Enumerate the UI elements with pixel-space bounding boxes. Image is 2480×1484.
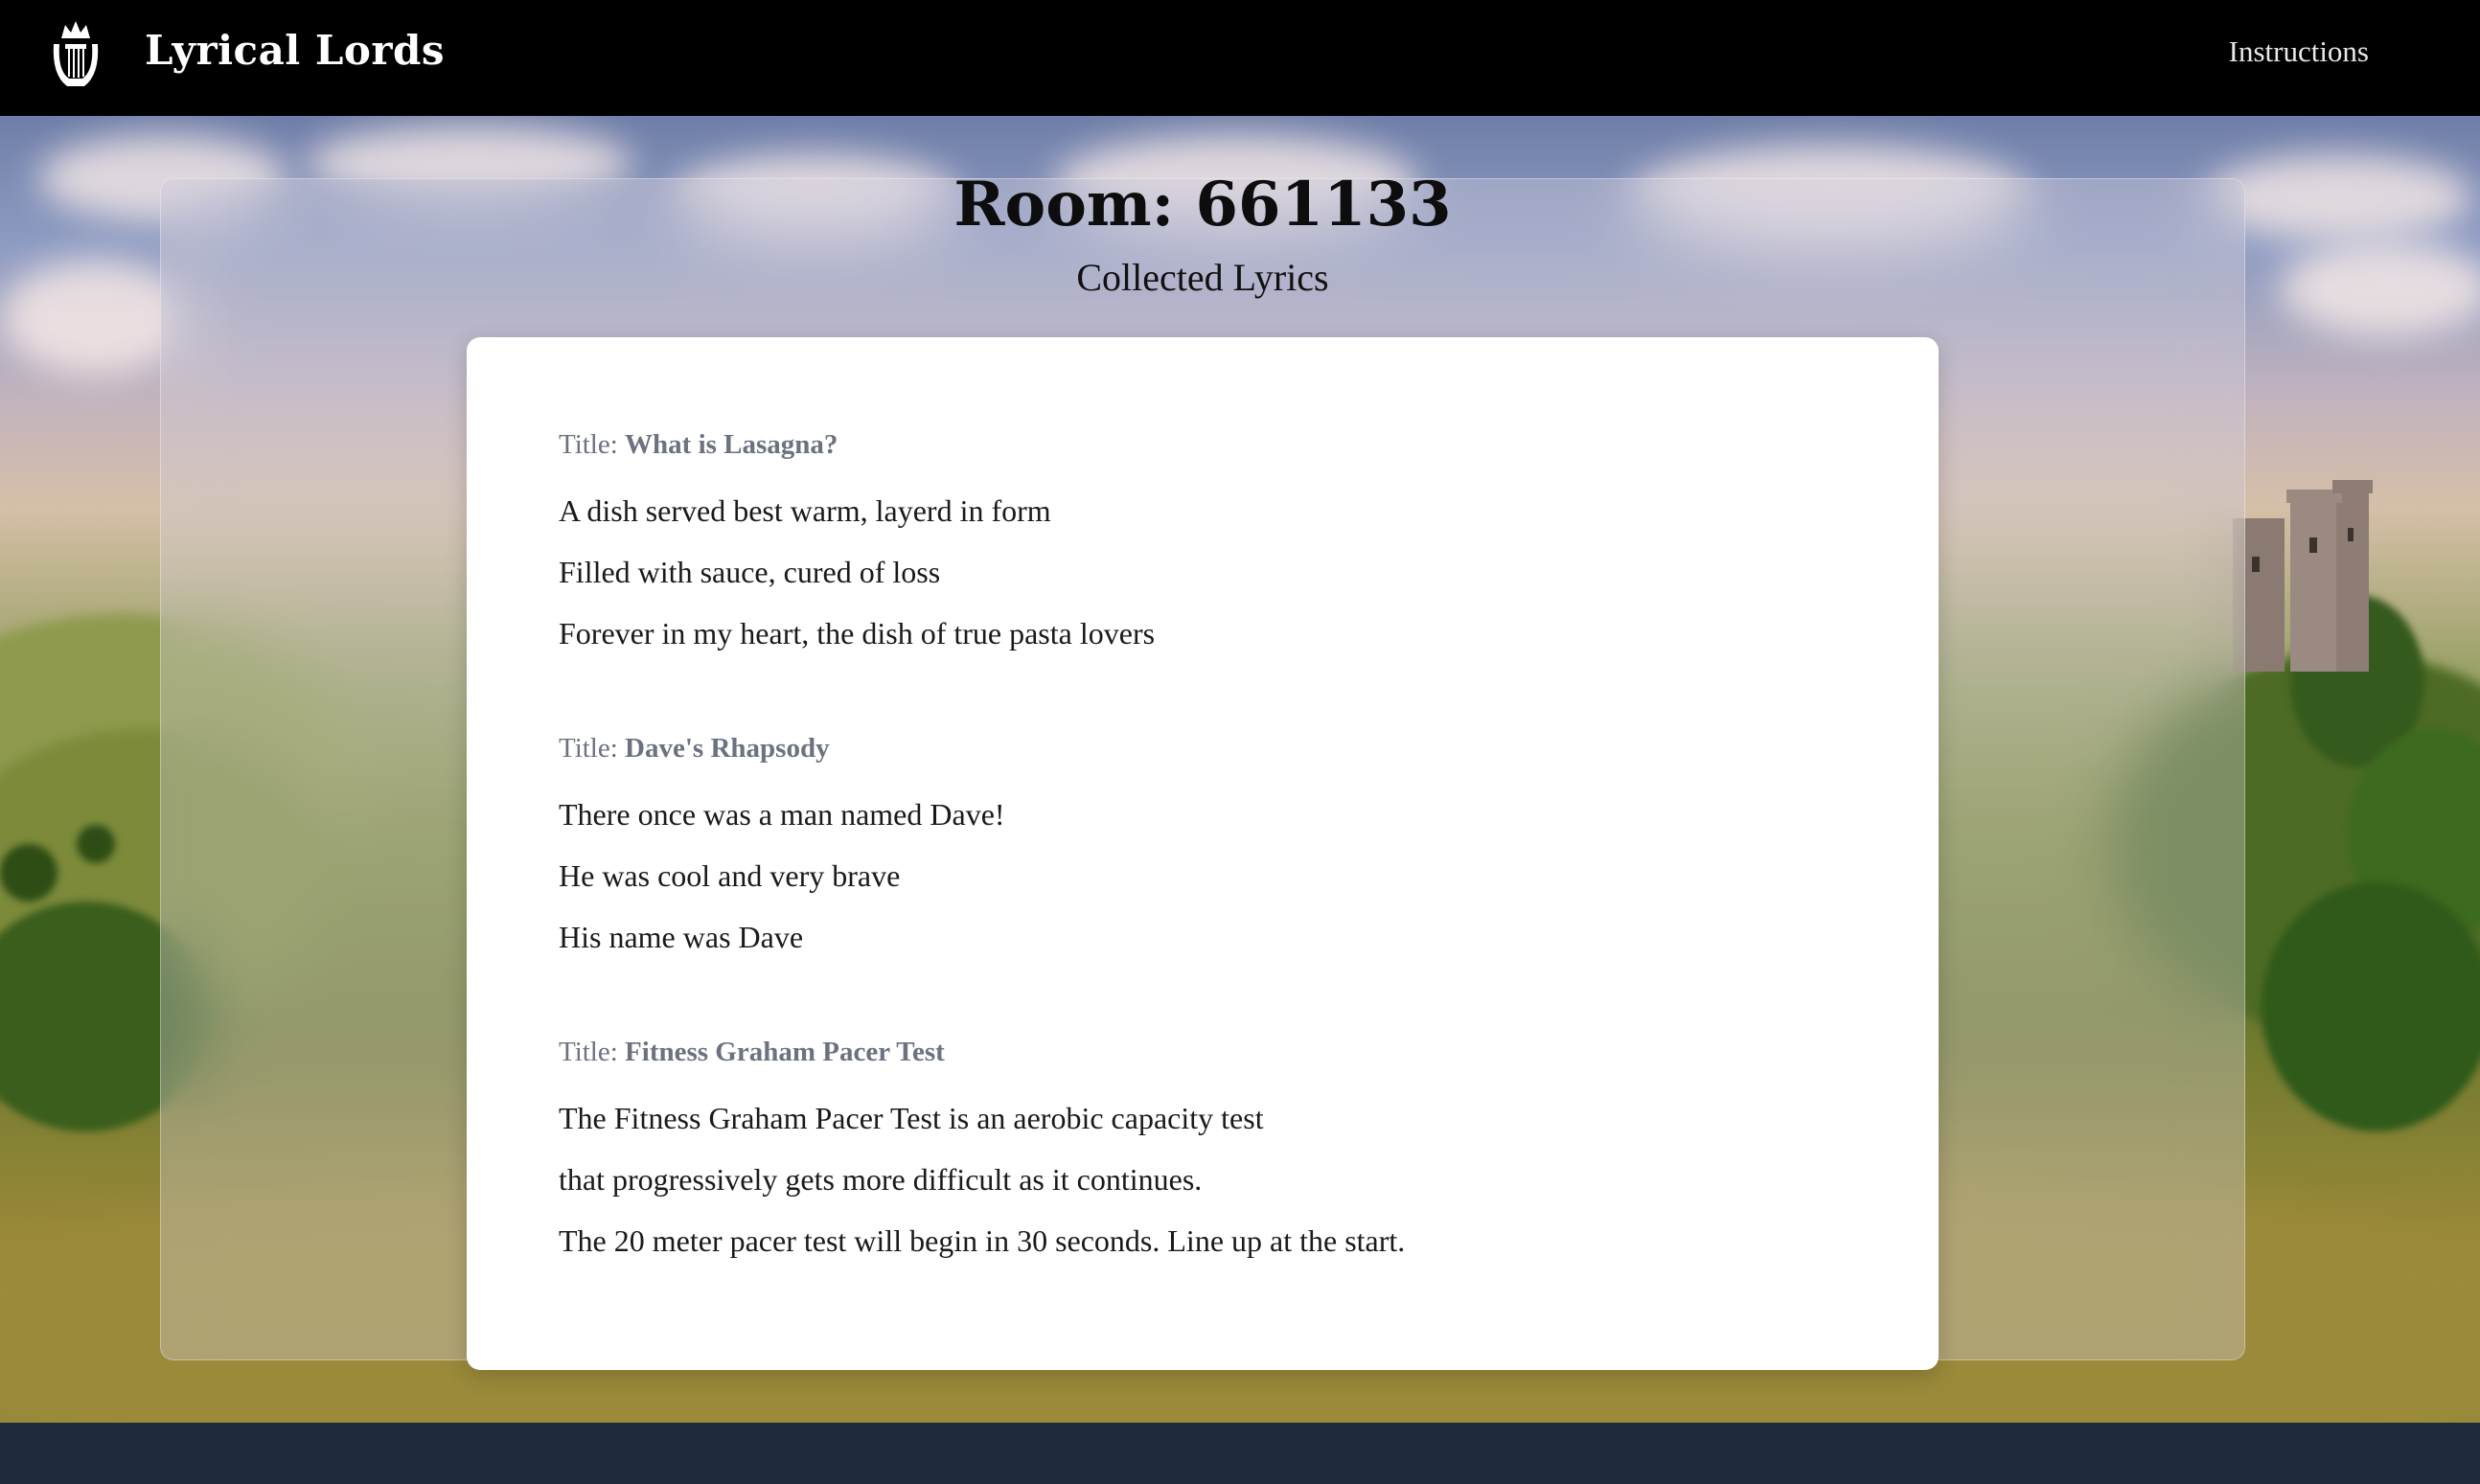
- title-prefix: Title:: [559, 733, 626, 764]
- song-entry: [559, 429, 1847, 664]
- lyric-line: The 20 meter pacer test will begin in 30 seconds. Line up at the start.: [559, 1223, 1406, 1258]
- lyric-line: Filled with sauce, cured of loss: [559, 555, 941, 589]
- title-prefix: Title:: [559, 1037, 626, 1067]
- song-entry: [559, 733, 1847, 968]
- lyric-line: Forever in my heart, the dish of true pasta lovers: [559, 616, 1156, 651]
- song-title: Fitness Graham Pacer Test: [625, 1037, 945, 1067]
- lyric-line: There once was a man named Dave!: [559, 797, 1005, 832]
- song-entry: [559, 1037, 1847, 1271]
- lyric-line: His name was Dave: [559, 920, 804, 954]
- instructions-link[interactable]: Instructions: [2228, 34, 2369, 68]
- song-title-row: [559, 1037, 1847, 1068]
- footer-bar: [0, 1423, 2480, 1484]
- top-navigation-bar: [0, 0, 2480, 116]
- collected-lyrics-heading: Collected Lyrics: [1076, 256, 1329, 299]
- lyric-line: that progressively gets more difficult as it continues.: [559, 1162, 1203, 1197]
- lyrics-card: [467, 337, 1939, 1370]
- song-title-row: [559, 733, 1847, 765]
- app-title[interactable]: Lyrical Lords: [145, 27, 446, 74]
- harp-crown-icon[interactable]: [48, 17, 103, 92]
- castle-illustration: [2233, 480, 2396, 710]
- song-title: Dave's Rhapsody: [625, 733, 830, 764]
- song-title: What is Lasagna?: [625, 429, 838, 460]
- lyric-line: A dish served best warm, layerd in form: [559, 493, 1051, 528]
- title-prefix: Title:: [559, 429, 626, 460]
- lyric-line: The Fitness Graham Pacer Test is an aerobic capacity test: [559, 1101, 1264, 1135]
- song-title-row: [559, 429, 1847, 461]
- room-title: Room: 661133: [953, 169, 1452, 240]
- lyric-line: He was cool and very brave: [559, 858, 901, 893]
